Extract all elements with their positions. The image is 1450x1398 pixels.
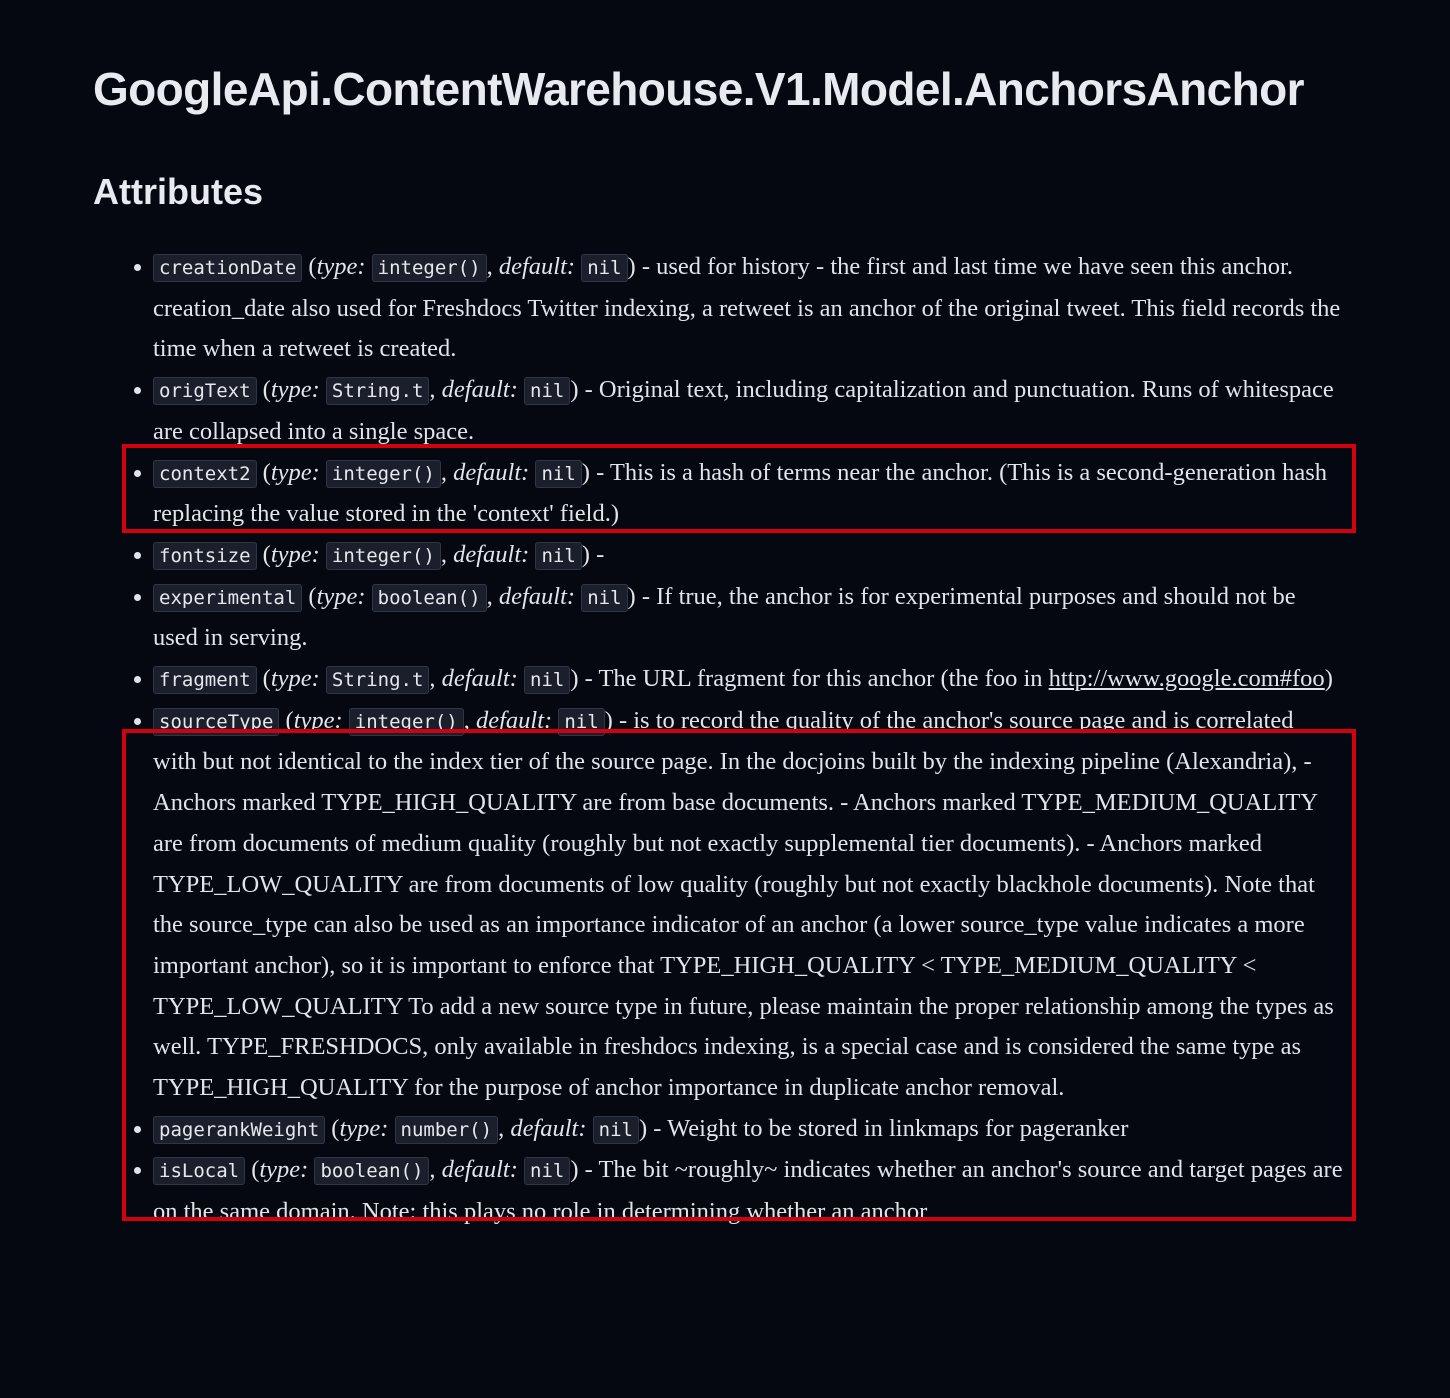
page-title: GoogleApi.ContentWarehouse.V1.Model.AnchorsAnchor [93,63,1304,115]
attribute-item-is-local: isLocal (type: boolean() , default: nil ) - The bit ~roughly~ indicates whether an anchor's source and target pages are on the same domain. Note: this plays no role in determining whether an anchor [153,1150,1343,1232]
attribute-type: boolean() [372,584,487,612]
attribute-default: nil [593,1116,639,1144]
attribute-default: nil [524,377,570,405]
attribute-type: integer() [372,254,487,282]
attribute-default: nil [581,254,627,282]
attribute-name: origText [153,377,257,405]
attribute-default: nil [581,584,627,612]
default-label: default: [453,540,530,568]
attribute-type: boolean() [314,1157,429,1185]
attribute-name: experimental [153,584,302,612]
default-label: default: [441,376,518,404]
fragment-example-link[interactable]: http://www.google.com#foo [1048,665,1325,693]
type-label: type: [270,665,320,693]
attribute-type: integer() [349,708,464,736]
attribute-list [153,247,1343,1233]
attribute-description: used for history - the first and last time we have seen this anchor. creation_date also used for Freshdocs Twitter indexing, a retweet is an anchor of the original tweet. This field records the time when a retweet is created. [153,253,1341,363]
attribute-name: creationDate [153,254,302,282]
type-label: type: [293,706,343,734]
attribute-default: nil [524,666,570,694]
attribute-item-context2: context2 (type: integer() , default: nil ) - This is a hash of terms near the anchor. (This is a second-generation hash replacing the value stored in the 'context' field.) [153,453,1343,535]
attribute-item-orig-text: origText (type: String.t , default: nil ) - Original text, including capitalization and punctuation. Runs of whitespace are collapsed into a single space. [153,370,1343,452]
description-end: ) [1324,665,1333,693]
type-label: type: [259,1156,309,1184]
attribute-default: nil [558,708,604,736]
attribute-type: String.t [326,377,430,405]
attribute-name: fragment [153,666,257,694]
section-heading-attributes: Attributes [93,171,263,212]
default-label: default: [510,1114,587,1142]
attribute-default: nil [524,1157,570,1185]
attribute-description: Original text, including capitalization and punctuation. Runs of whitespace are collapsed into a single space. [153,376,1334,445]
attribute-name: isLocal [153,1157,245,1185]
type-label: type: [270,376,320,404]
attribute-item-experimental: experimental (type: boolean() , default: nil ) - If true, the anchor is for experimental purposes and should not be used in serving. [153,577,1343,659]
type-label: type: [316,582,366,610]
attribute-type: integer() [326,460,441,488]
attribute-name: fontsize [153,542,257,570]
type-label: type: [270,540,320,568]
attribute-type: String.t [326,666,430,694]
default-label: default: [441,1156,518,1184]
attribute-name: pagerankWeight [153,1116,325,1144]
attribute-description: If true, the anchor is for experimental purposes and should not be used in serving. [153,582,1296,652]
attribute-name: sourceType [153,708,279,736]
type-label: type: [316,253,366,280]
attribute-item-source-type: sourceType (type: integer() , default: nil ) - is to record the quality of the anchor's source page and is correlated with but not identical to the index tier of the source page. In the docjoins built by the indexing pipeline (Alexandria), - Anchors marked TYPE_HIGH_QUALITY are from base documents. - Anchors marked TYPE_MEDIUM_QUALITY are from documents of medium quality (roughly but not exactly supplemental tier documents). - Anchors marked TYPE_LOW_QUALITY are from documents of low quality (roughly but not exactly blackhole documents). Note that the source_type can also be used as an importance indicator of an anchor (a lower source_type value indicates a more important anchor), so it is important to enforce that TYPE_HIGH_QUALITY < TYPE_MEDIUM_QUALITY < TYPE_LOW_QUALITY To add a new source type in future, please maintain the proper relationship among the types as well. TYPE_FRESHDOCS, only available in freshdocs indexing, is a special case and is considered the same type as TYPE_HIGH_QUALITY for the purpose of anchor importance in duplicate anchor removal. [153,701,1343,1109]
attribute-description: The bit ~roughly~ indicates whether an anchor's source and target pages are on the same domain. Note: this plays no role in determining whether an anchor [153,1156,1343,1226]
attribute-description: is to record the quality of the anchor's source page and is correlated with but not identical to the index tier of the source page. In the docjoins built by the indexing pipeline (Alexandria), - Anchors marked TYPE_HIGH_QUALITY are from base documents. - Anchors marked TYPE_MEDIUM_QUALITY are from documents of medium quality (roughly but not exactly supplemental tier documents). - Anchors marked TYPE_LOW_QUALITY are from documents of low quality (roughly but not exactly blackhole documents). Note that the source_type can also be used as an importance indicator of an anchor (a lower source_type value indicates a more important anchor), so it is important to enforce that TYPE_HIGH_QUALITY < TYPE_MEDIUM_QUALITY < TYPE_LOW_QUALITY To add a new source type in future, please maintain the proper relationship among the types as well. TYPE_FRESHDOCS, only available in freshdocs indexing, is a special case and is considered the same type as TYPE_HIGH_QUALITY for the purpose of anchor importance in duplicate anchor removal. [153,706,1334,1102]
default-label: default: [475,706,553,734]
attribute-description: Weight to be stored in linkmaps for pageranker [667,1114,1129,1142]
attribute-item-fontsize: fontsize (type: integer() , default: nil ) - [153,535,1343,577]
attribute-type: number() [395,1116,499,1144]
attribute-item-pagerank-weight: pagerankWeight (type: number() , default: nil ) - Weight to be stored in linkmaps for pageranker [153,1109,1343,1151]
attribute-name: context2 [153,460,257,488]
default-label: default: [441,665,518,693]
attribute-type: integer() [326,542,441,570]
type-label: type: [270,458,320,486]
attribute-item-creation-date: creationDate (type: integer() , default: nil ) - used for history - the first and last time we have seen this anchor. creation_date also used for Freshdocs Twitter indexing, a retweet is an anchor of the original tweet. This field records the time when a retweet is created. [153,247,1343,370]
default-label: default: [453,458,530,486]
default-label: default: [498,582,576,610]
type-label: type: [339,1114,389,1142]
attribute-item-fragment: fragment (type: String.t , default: nil ) - The URL fragment for this anchor (the foo in http://www.google.com#foo) [153,659,1343,701]
attribute-default: nil [535,460,581,488]
attribute-default: nil [535,542,581,570]
attribute-description: The URL fragment for this anchor (the foo in [598,665,1043,693]
default-label: default: [498,253,576,280]
attribute-description: This is a hash of terms near the anchor. (This is a second-generation hash replacing the value stored in the 'context' field.) [153,458,1327,528]
